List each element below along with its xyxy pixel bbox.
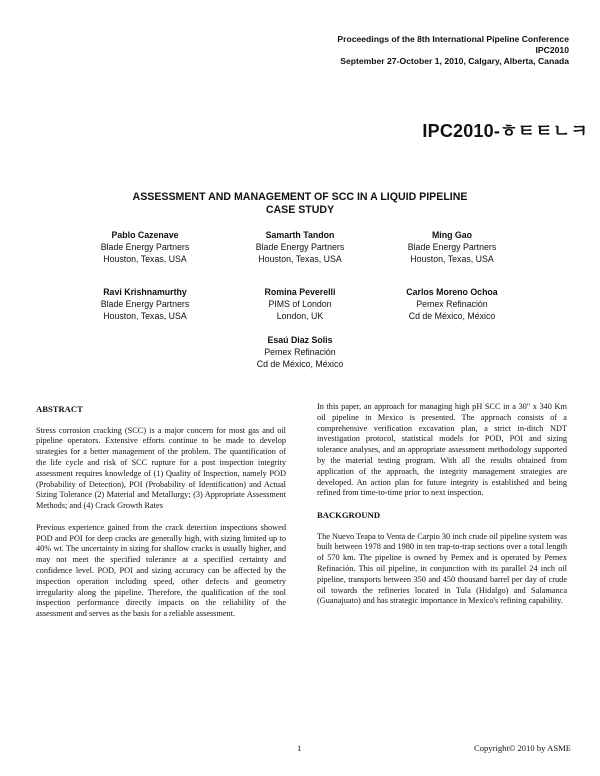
background-paragraph: The Nuevo Teapa to Venta de Carpio 30 inch crude oil pipeline system was built between 1978 and 1980 in ten trap-to-trap sections over a total length of 570 km. The pipeline is owned by Pemex and is operated by Pemex Refinación. This oil pipeline, in conjunction with its parallel 24 inch oil pipeline, transports between 350 and 450 thousand barrel per day of crude oil towards the refineries located in Tula (Hidalgo) and Salamanca (Guanajuato) and has strategic importance in Mexico's refining capability. — [317, 531, 567, 606]
author-affiliation: Blade Energy Partners — [100, 299, 190, 309]
author-affiliation: Blade Energy Partners — [407, 242, 497, 252]
author-name: Esaú Diaz Solis — [267, 335, 333, 345]
author-name: Ravi Krishnamurthy — [103, 287, 187, 297]
author-block — [55, 286, 235, 322]
author-location: Houston, Texas, USA — [103, 254, 187, 264]
author-name: Samarth Tandon — [265, 230, 335, 240]
author-location: Houston, Texas, USA — [410, 254, 494, 264]
intro-paragraph: In this paper, an approach for managing high pH SCC in a 30" x 340 Km oil pipeline in Mexico is presented. The approach consists of a comprehensive verification excavation plan, a strict in-ditch NDT investigation protocol, statistical models for POD, POI and sizing tolerance analyses, and an appropriate assessment methodology supported by the material testing program. With all the results obtained from application of the approach, the integrity management strategies are developed. An action plan for future integrity is established and being refined from time-to-time prior to next inspection. — [317, 402, 567, 498]
author-location: Houston, Texas, USA — [258, 254, 342, 264]
author-block — [362, 229, 542, 265]
proceedings-header — [337, 34, 569, 67]
paper-id: IPC2010-ㅎㅌㅌㄴㅋ — [422, 121, 588, 141]
author-block — [210, 334, 390, 370]
right-column — [317, 402, 567, 618]
author-affiliation: PIMS of London — [268, 299, 332, 309]
author-affiliation: Pemex Refinación — [416, 299, 488, 309]
page-number: 1 — [297, 743, 302, 753]
title-line-1: ASSESSMENT AND MANAGEMENT OF SCC IN A LIQUID PIPELINE — [132, 191, 468, 203]
header-code: IPC2010 — [535, 45, 569, 55]
author-name: Carlos Moreno Ochoa — [406, 287, 498, 297]
abstract-paragraph-2: Previous experience gained from the crack detection inspections showed POD and POI for deep cracks are generally high, with sizing limited up to 40% wt. The uncertainty in sizing for shallow cracks is usually higher, and may not meet the specified tolerance at a specified certainty and confidence level. POD, POI and sizing accuracy can be affected by the inspection operation including speed, other defects and geometry irregularity along the pipeline. Therefore, the qualification of the tool inspection performance directly impacts on the reliability of the assessment and serves as the basis for a reliable assessment. — [36, 522, 286, 619]
author-location: Cd de México, México — [408, 311, 496, 321]
author-affiliation: Blade Energy Partners — [255, 242, 345, 252]
title-line-2: CASE STUDY — [265, 204, 335, 216]
author-affiliation: Pemex Refinación — [264, 347, 336, 357]
author-name: Ming Gao — [431, 230, 473, 240]
author-location: Cd de México, México — [256, 359, 344, 369]
background-heading: BACKGROUND — [317, 509, 381, 520]
abstract-heading: ABSTRACT — [36, 404, 83, 414]
author-location: London, UK — [276, 311, 324, 321]
header-dates: September 27-October 1, 2010, Calgary, Alberta, Canada — [340, 56, 569, 66]
paper-title — [0, 191, 600, 217]
author-block — [55, 229, 235, 265]
author-name: Romina Peverelli — [264, 287, 336, 297]
copyright-notice: Copyright© 2010 by ASME — [473, 743, 571, 753]
left-column — [36, 404, 286, 631]
author-location: Houston, Texas, USA — [103, 311, 187, 321]
author-name: Pablo Cazenave — [111, 230, 179, 240]
author-block — [362, 286, 542, 322]
header-conference: Proceedings of the 8th International Pipeline Conference — [337, 34, 569, 44]
author-affiliation: Blade Energy Partners — [100, 242, 190, 252]
abstract-paragraph-1: Stress corrosion cracking (SCC) is a major concern for most gas and oil pipeline operators. Extensive efforts continue to be made to develop strategies for a better management of the problem. The quantification of the life cycle and risk of SCC rupture for a post inspection integrity assessment requires knowledge of (1) Quality of Inspection, namely POD (Probability of Detection), POI (Probability of Identification) and Actual Sizing Tolerance (2) Material and Metallurgy; (3) Appropriate Assessment Methods; and (4) Crack Growth Rates — [36, 425, 286, 511]
